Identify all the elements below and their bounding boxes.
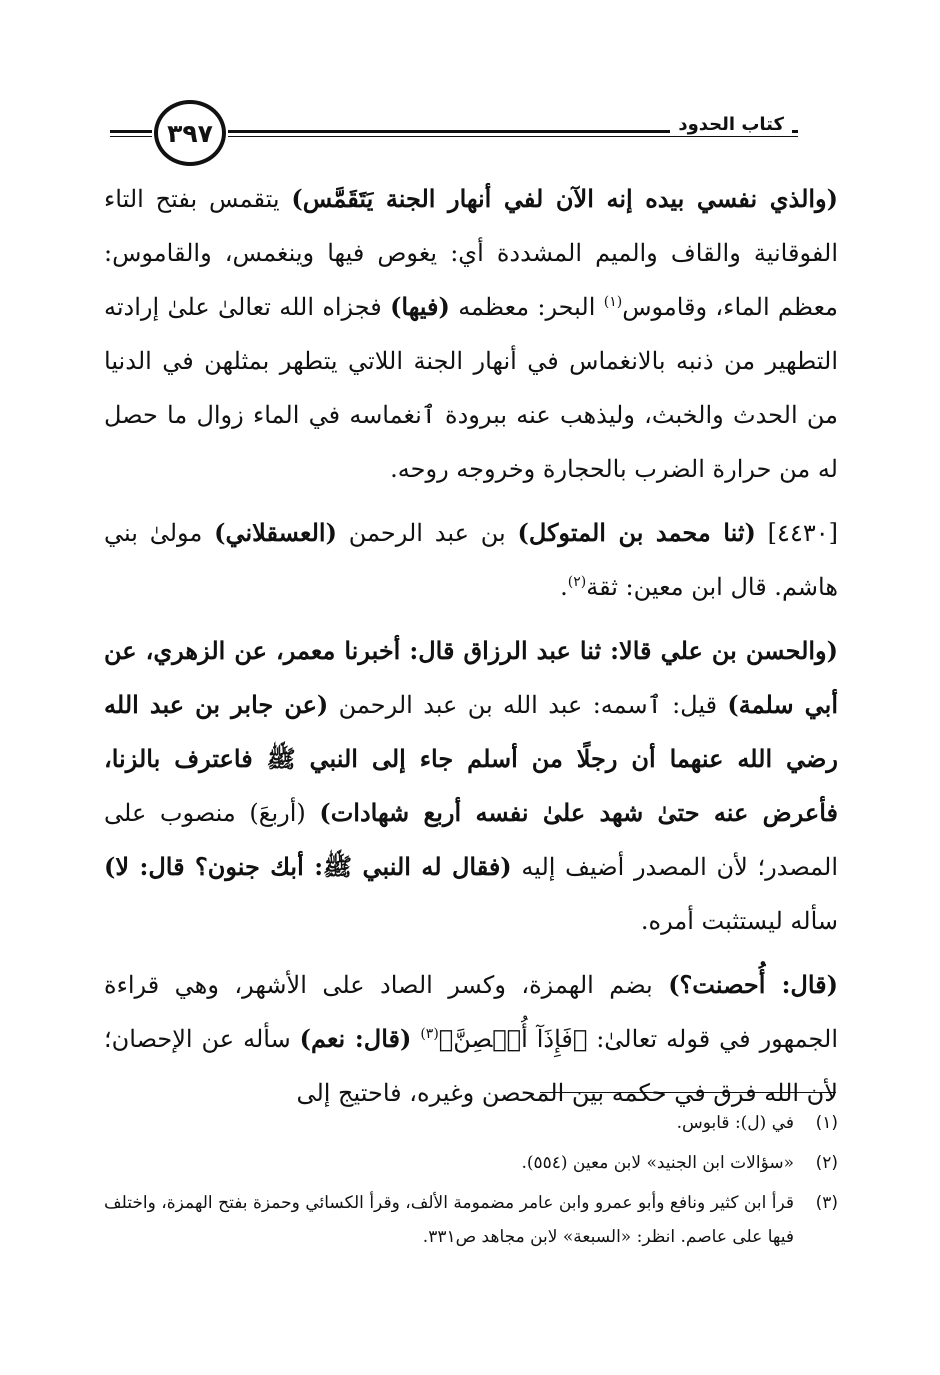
text-run: يتقمس بفتح التاء الفوقانية والقاف والميم المشددة أي: يغوص فيها وينغمس، والقاموس: معظم الماء، وقاموس bbox=[104, 185, 839, 321]
footnotes bbox=[104, 1106, 838, 1260]
footnote-ref: (١) bbox=[603, 294, 623, 310]
text-run: بن عبد الرحمن bbox=[336, 519, 518, 547]
footnote-separator bbox=[540, 1092, 836, 1093]
text-run: سأله ليستثبت أمره. bbox=[640, 907, 838, 935]
paragraph bbox=[104, 172, 838, 496]
text-run: . bbox=[560, 573, 568, 601]
footnote bbox=[104, 1146, 838, 1180]
footnote-ref: (٣) bbox=[420, 1026, 439, 1042]
footnote-number: (١) bbox=[815, 1113, 838, 1133]
text-run: سأله عن الإحصان؛ لأن الله فرق في حكمه بين المحصن وغيره، فاحتيج إلى bbox=[104, 1025, 838, 1107]
text-run: (أربعَ) منصوب على المصدر؛ لأن المصدر أضيف إليه bbox=[104, 799, 838, 881]
text-run bbox=[411, 1025, 420, 1053]
running-header bbox=[110, 96, 840, 166]
page-number: ٣٩٧ bbox=[154, 100, 226, 166]
text-run: مولىٰ بني هاشم. قال ابن معين: ثقة bbox=[104, 519, 838, 601]
main-text bbox=[104, 172, 838, 1130]
running-title: كتاب الحدود bbox=[670, 114, 792, 135]
header-rule-left bbox=[110, 130, 152, 137]
text-run: فجزاه الله تعالىٰ علىٰ إرادته التطهير من ذنبه بالانغماس في أنهار الجنة اللاتي يتطهر بمثلهن في الدنيا من الحدث والخبث، وليذهب عنه ببرودة ٱنغماسه في الماء زوال ما حصل له من حرارة الضرب بالحجارة وخروجه روحه. bbox=[104, 293, 838, 483]
paragraph bbox=[104, 624, 838, 948]
bold-run: (فيها) bbox=[390, 292, 450, 321]
footnote bbox=[104, 1106, 838, 1140]
footnote bbox=[104, 1186, 838, 1254]
bold-run: (ثنا محمد بن المتوكل) bbox=[517, 518, 756, 547]
paragraph bbox=[104, 958, 838, 1120]
footnote-number: (٢) bbox=[815, 1153, 838, 1173]
paragraph bbox=[104, 506, 838, 614]
bold-run: (والحسن بن علي قالا: ثنا عبد الرزاق قال: أخبرنا معمر، عن الزهري، عن أبي سلمة) bbox=[104, 636, 839, 719]
bold-run: (عن جابر بن عبد الله رضي الله عنهما أن رجلًا من أسلم جاء إلى النبي ﷺ فاعترف بالزنا، فأعرض عنه حتىٰ شهد علىٰ نفسه أربع شهادات) bbox=[104, 690, 839, 827]
bold-run: (والذي نفسي بيده إنه الآن لفي أنهار الجنة يَتَقَمَّس) bbox=[291, 184, 838, 213]
footnote-text: «سؤالات ابن الجنيد» لابن معين (٥٥٤). bbox=[521, 1153, 794, 1173]
text-run: البحر: معظمه bbox=[449, 293, 604, 321]
footnote-text: في (ل): قابوس. bbox=[676, 1113, 794, 1133]
text-run: [٤٤٣٠] bbox=[755, 519, 838, 547]
bold-run: (فقال له النبي ﷺ: أبك جنون؟ قال: لا) bbox=[104, 852, 512, 881]
footnote-text: قرأ ابن كثير ونافع وأبو عمرو وابن عامر مضمومة الألف، وقرأ الكسائي وحمزة بفتح الهمزة، واختلف فيها على عاصم. انظر: «السبعة» لابن مجاهد ص٣٣١. bbox=[104, 1193, 794, 1247]
text-run: بضم الهمزة، وكسر الصاد على الأشهر، وهي قراءة الجمهور في قوله تعالىٰ: ﴿فَإِذَآ أُحۡصِنَّ﴾ bbox=[104, 971, 838, 1053]
bold-run: (العسقلاني) bbox=[214, 518, 337, 547]
text-run: قيل: ٱسمه: عبد الله بن عبد الرحمن bbox=[328, 691, 728, 719]
footnote-number: (٣) bbox=[815, 1193, 838, 1213]
bold-run: (قال: أُحصنت؟) bbox=[668, 970, 839, 999]
footnote-ref: (٢) bbox=[567, 574, 587, 590]
bold-run: (قال: نعم) bbox=[299, 1024, 412, 1053]
